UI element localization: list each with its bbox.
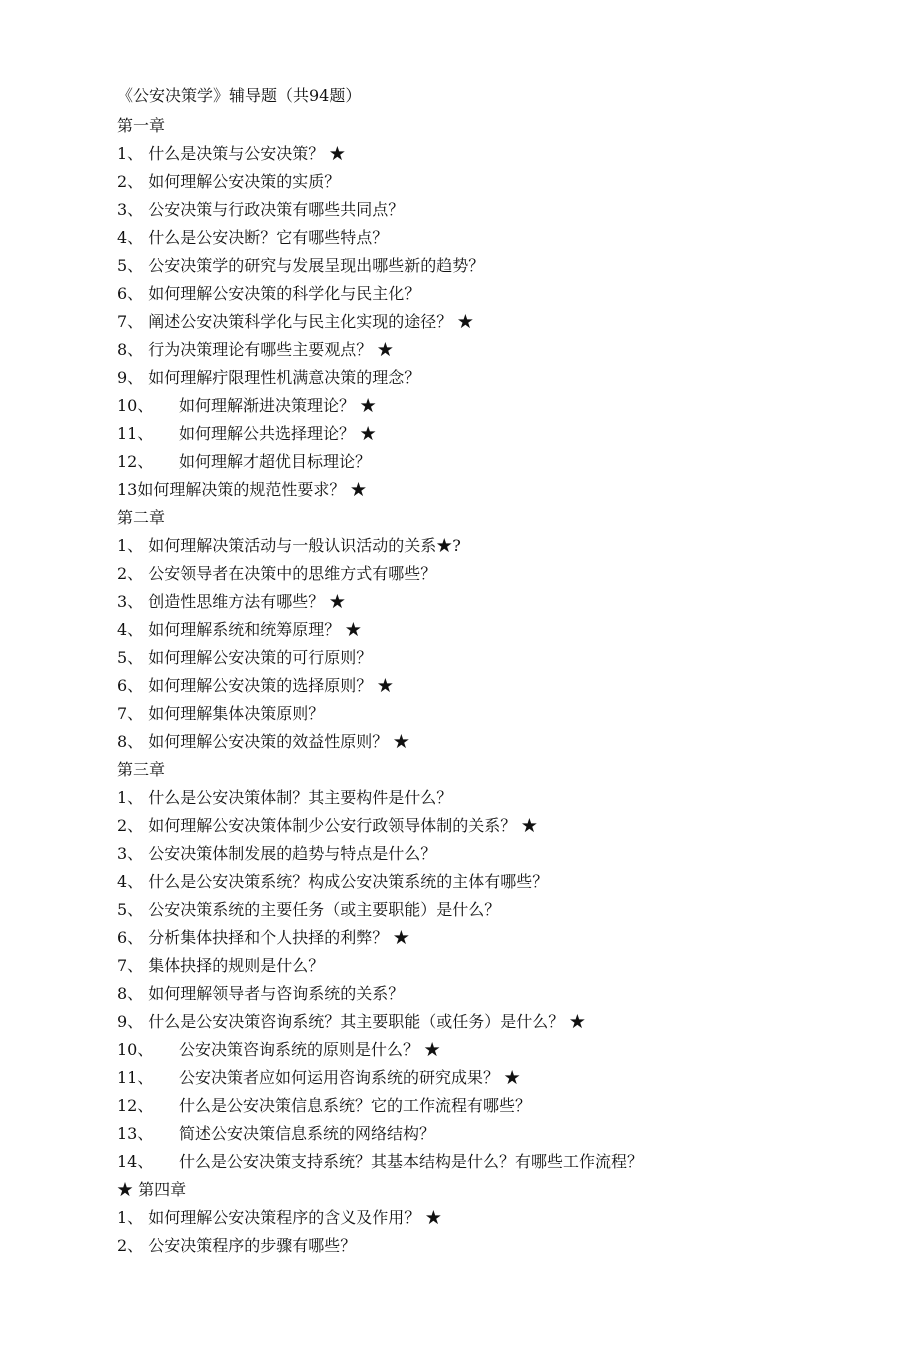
question-text: 8、 如何理解领导者与咨询系统的关系？ <box>117 984 405 1003</box>
question-text: 公安决策者应如何运用咨询系统的研究成果？ ★ <box>179 1068 521 1087</box>
question-item <box>117 1036 897 1064</box>
question-text: 8、 如何理解公安决策的效益性原则？ ★ <box>117 732 410 751</box>
question-text: 5、 如何理解公安决策的可行原则？ <box>117 648 373 667</box>
question-item <box>117 448 897 476</box>
question-text: 2、 如何理解公安决策体制少公安行政领导体制的关系？ ★ <box>117 816 538 835</box>
question-item <box>117 560 897 588</box>
question-text: 6、 如何理解公安决策的科学化与民主化？ <box>117 284 421 303</box>
question-item <box>117 308 897 336</box>
question-item <box>117 980 897 1008</box>
question-text: 2、 公安决策程序的步骤有哪些？ <box>117 1236 357 1255</box>
question-text: 9、 如何理解疔限理性机满意决策的理念？ <box>117 368 421 387</box>
question-text: 什么是公安决策支持系统？其基本结构是什么？有哪些工作流程？ <box>179 1152 644 1171</box>
question-item <box>117 868 897 896</box>
question-text: 7、 如何理解集体决策原则？ <box>117 704 325 723</box>
chapter-heading-text: 第一章 <box>117 116 166 135</box>
question-text: 4、 如何理解系统和统筹原理？ ★ <box>117 620 362 639</box>
question-text: 1、 如何理解决策活动与一般认识活动的关系★? <box>117 536 461 555</box>
question-item <box>117 616 897 644</box>
question-text: 3、 公安决策与行政决策有哪些共同点？ <box>117 200 405 219</box>
question-text: 4、 什么是公安决策系统？构成公安决策系统的主体有哪些？ <box>117 872 549 891</box>
question-item <box>117 280 897 308</box>
chapter-heading-text: 第三章 <box>117 760 166 779</box>
question-item <box>117 1148 897 1176</box>
chapter-heading <box>117 756 897 784</box>
question-text: 简述公安决策信息系统的网络结构？ <box>179 1124 436 1143</box>
question-text: 如何理解才超优目标理论？ <box>179 452 372 471</box>
question-item <box>117 364 897 392</box>
question-item <box>117 336 897 364</box>
question-item <box>117 1064 897 1092</box>
question-item <box>117 392 897 420</box>
question-number: 13、 <box>117 1124 154 1143</box>
question-item <box>117 952 897 980</box>
chapter-heading <box>117 1176 897 1204</box>
chapter-heading <box>117 112 897 140</box>
chapter-heading-text: 第二章 <box>117 508 166 527</box>
question-item <box>117 532 897 560</box>
question-text: 13如何理解决策的规范性要求？ ★ <box>117 480 367 499</box>
chapter-heading <box>117 504 897 532</box>
question-number: 11、 <box>117 1068 154 1087</box>
question-number: 11、 <box>117 424 154 443</box>
question-item <box>117 924 897 952</box>
question-text: 3、 公安决策体制发展的趋势与特点是什么？ <box>117 844 437 863</box>
question-number: 12、 <box>117 1096 154 1115</box>
question-item <box>117 196 897 224</box>
question-item <box>117 1232 897 1260</box>
question-text: 4、 什么是公安决断？它有哪些特点？ <box>117 228 389 247</box>
question-text: 1、 什么是公安决策体制？其主要构件是什么？ <box>117 788 453 807</box>
question-number: 12、 <box>117 452 154 471</box>
question-item <box>117 420 897 448</box>
question-item <box>117 1092 897 1120</box>
question-text: 9、 什么是公安决策咨询系统？其主要职能（或任务）是什么？ ★ <box>117 1012 586 1031</box>
question-item <box>117 784 897 812</box>
question-item <box>117 224 897 252</box>
question-item <box>117 476 897 504</box>
question-item <box>117 140 897 168</box>
question-item <box>117 728 897 756</box>
question-item <box>117 252 897 280</box>
question-text: 5、 公安决策系统的主要任务（或主要职能）是什么？ <box>117 900 501 919</box>
question-text: 如何理解渐进决策理论？ ★ <box>179 396 377 415</box>
question-text: 7、 集体抉择的规则是什么？ <box>117 956 325 975</box>
document-title: 《公安决策学》辅导题（共94题） <box>117 86 362 105</box>
question-item <box>117 700 897 728</box>
question-text: 2、 如何理解公安决策的实质？ <box>117 172 341 191</box>
question-text: 7、 阐述公安决策科学化与民主化实现的途径？ ★ <box>117 312 474 331</box>
question-text: 6、 分析集体抉择和个人抉择的利弊？ ★ <box>117 928 410 947</box>
question-text: 1、 什么是决策与公安决策？ ★ <box>117 144 346 163</box>
question-number: 10、 <box>117 1040 154 1059</box>
question-item <box>117 168 897 196</box>
question-number: 14、 <box>117 1152 154 1171</box>
question-text: 2、 公安领导者在决策中的思维方式有哪些？ <box>117 564 437 583</box>
question-text: 如何理解公共选择理论？ ★ <box>179 424 377 443</box>
question-item <box>117 588 897 616</box>
question-text: 6、 如何理解公安决策的选择原则？ ★ <box>117 676 394 695</box>
question-item <box>117 1204 897 1232</box>
question-text: 5、 公安决策学的研究与发展呈现出哪些新的趋势？ <box>117 256 485 275</box>
question-item <box>117 1008 897 1036</box>
question-item <box>117 672 897 700</box>
question-text: 3、 创造性思维方法有哪些？ ★ <box>117 592 346 611</box>
question-item <box>117 896 897 924</box>
question-item <box>117 644 897 672</box>
question-item <box>117 1120 897 1148</box>
question-item <box>117 840 897 868</box>
question-text: 什么是公安决策信息系统？它的工作流程有哪些？ <box>179 1096 532 1115</box>
chapter-heading-text: ★ 第四章 <box>117 1180 187 1199</box>
question-list <box>117 112 897 1260</box>
question-text: 公安决策咨询系统的原则是什么？ ★ <box>179 1040 441 1059</box>
question-text: 8、 行为决策理论有哪些主要观点？ ★ <box>117 340 394 359</box>
question-text: 1、 如何理解公安决策程序的含义及作用？ ★ <box>117 1208 442 1227</box>
question-item <box>117 812 897 840</box>
question-number: 10、 <box>117 396 154 415</box>
